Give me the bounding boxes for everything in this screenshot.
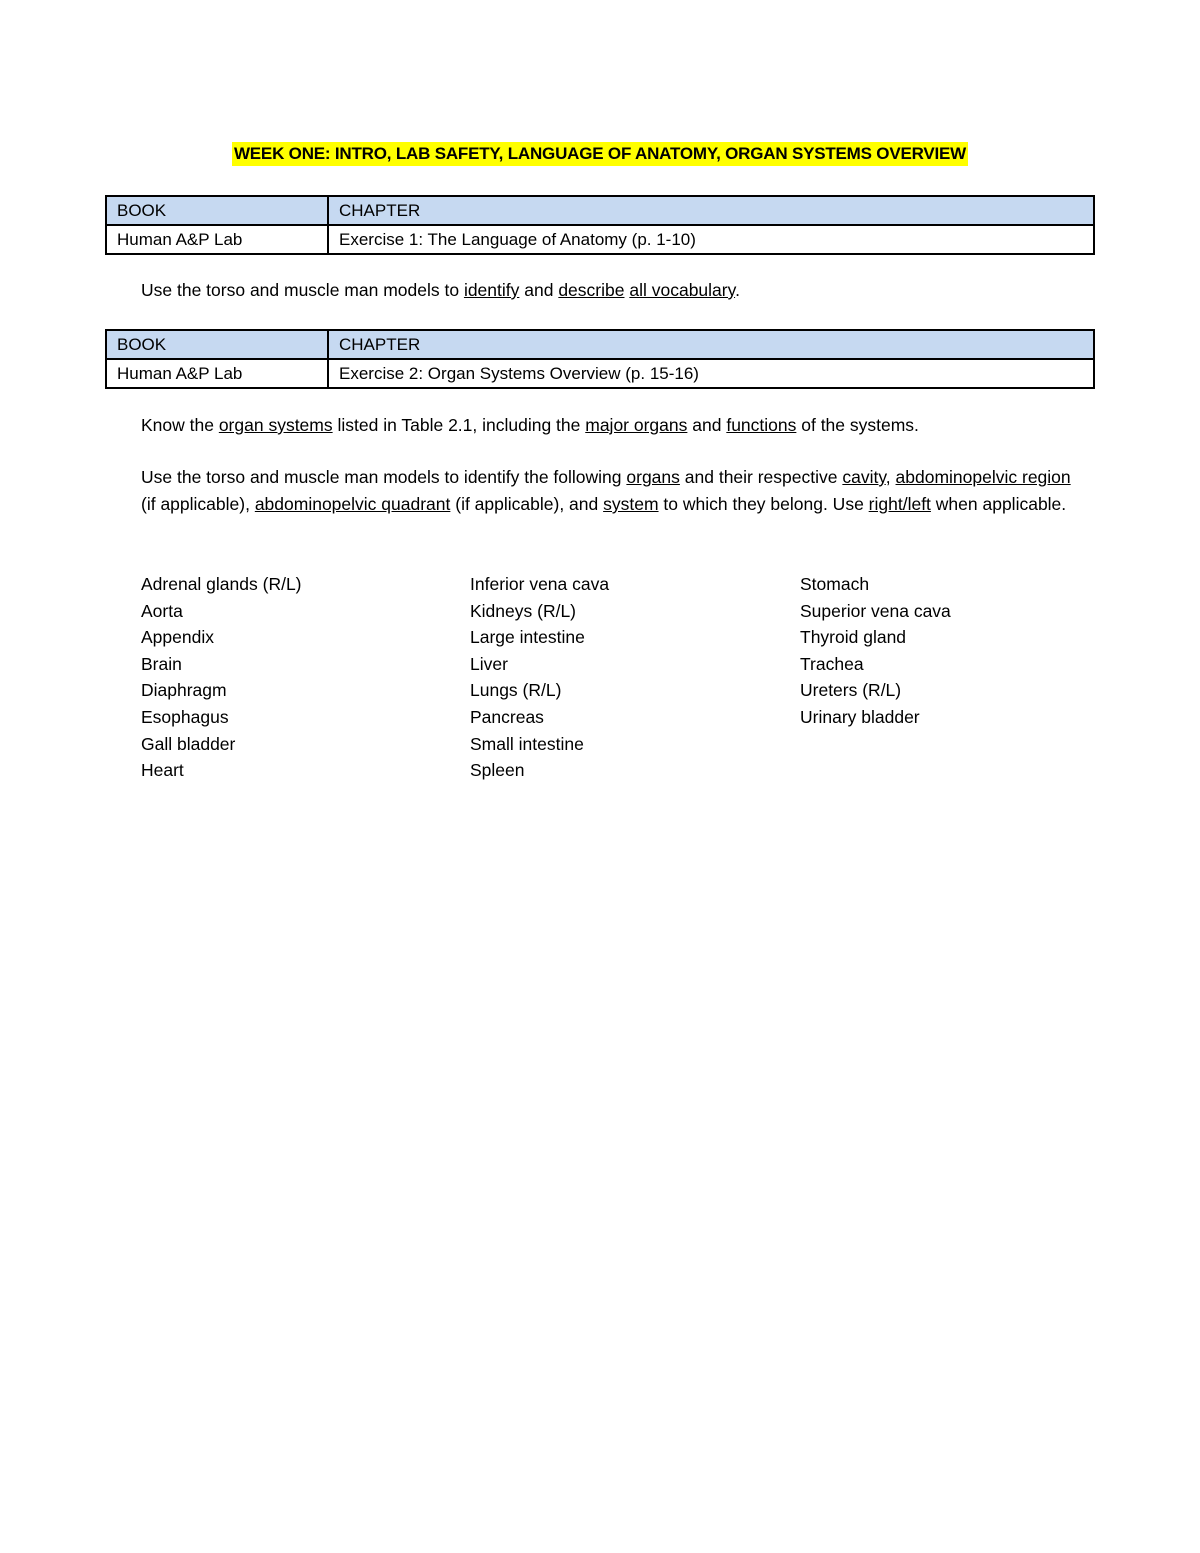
text-segment: Know the — [141, 415, 219, 435]
list-item: Large intestine — [470, 627, 585, 648]
cell-book: Human A&P Lab — [106, 225, 328, 254]
text-segment: (if applicable), and — [450, 494, 604, 514]
underlined-term: functions — [726, 415, 797, 435]
chapter-table-2 — [105, 329, 1095, 389]
list-item: Ureters (R/L) — [800, 680, 902, 701]
instruction-paragraph-3 — [141, 464, 1076, 518]
list-item: Small intestine — [470, 733, 584, 754]
underlined-term: describe — [558, 280, 625, 300]
underlined-term: system — [603, 494, 659, 514]
underlined-term: major organs — [585, 415, 688, 435]
organ-list-column-3 — [800, 571, 951, 731]
list-item: Liver — [470, 653, 508, 674]
text-segment: listed in Table 2.1, including the — [332, 415, 586, 435]
organ-list-column-1 — [141, 571, 302, 784]
organ-list-column-2 — [470, 571, 609, 784]
table-row — [106, 359, 1094, 388]
text-segment: Use the torso and muscle man models to — [141, 280, 464, 300]
list-item: Kidneys (R/L) — [470, 600, 577, 621]
underlined-term: cavity — [842, 467, 886, 487]
list-item: Spleen — [470, 760, 525, 781]
text-segment: when applicable. — [930, 494, 1067, 514]
list-item: Gall bladder — [141, 733, 236, 754]
header-chapter: CHAPTER — [328, 330, 1094, 359]
list-item: Adrenal glands (R/L) — [141, 574, 302, 594]
underlined-term: right/left — [868, 494, 931, 514]
underlined-term: identify — [463, 280, 520, 300]
list-item: Inferior vena cava — [470, 574, 610, 594]
list-item: Appendix — [141, 627, 214, 648]
cell-chapter: Exercise 1: The Language of Anatomy (p. 1-10) — [328, 225, 1094, 254]
text-segment: (if applicable), — [141, 494, 255, 514]
list-item: Urinary bladder — [800, 706, 920, 727]
header-chapter: CHAPTER — [328, 196, 1094, 225]
table-header-row — [106, 196, 1094, 225]
text-segment: to which they belong. Use — [658, 494, 869, 514]
text-segment: of the systems. — [796, 415, 919, 435]
header-book: BOOK — [106, 330, 328, 359]
list-item: Trachea — [800, 653, 864, 674]
list-item: Stomach — [800, 574, 870, 594]
header-book: BOOK — [106, 196, 328, 225]
list-item: Thyroid gland — [800, 627, 907, 648]
text-segment: and their respective — [679, 467, 843, 487]
text-segment: and — [519, 280, 559, 300]
table-row — [106, 225, 1094, 254]
cell-chapter: Exercise 2: Organ Systems Overview (p. 15-16) — [328, 359, 1094, 388]
list-item: Brain — [141, 653, 182, 674]
underlined-term: abdominopelvic region — [895, 467, 1071, 487]
text-segment: , — [885, 467, 896, 487]
text-segment: . — [735, 280, 740, 300]
instruction-paragraph-1 — [141, 277, 1076, 304]
text-segment: and — [687, 415, 727, 435]
list-item: Esophagus — [141, 706, 229, 727]
text-segment: Use the torso and muscle man models to identify the following — [141, 467, 627, 487]
list-item: Diaphragm — [141, 680, 227, 701]
title-container — [0, 142, 1200, 166]
cell-book: Human A&P Lab — [106, 359, 328, 388]
page-title: WEEK ONE: INTRO, LAB SAFETY, LANGUAGE OF ANATOMY, ORGAN SYSTEMS OVERVIEW — [232, 142, 968, 166]
list-item: Superior vena cava — [800, 600, 951, 621]
instruction-paragraph-2 — [141, 412, 1076, 439]
underlined-term: abdominopelvic quadrant — [254, 494, 451, 514]
chapter-table-1 — [105, 195, 1095, 255]
underlined-term: all vocabulary — [629, 280, 736, 300]
list-item: Lungs (R/L) — [470, 680, 562, 701]
table-header-row — [106, 330, 1094, 359]
underlined-term: organs — [626, 467, 680, 487]
list-item: Heart — [141, 760, 184, 781]
list-item: Pancreas — [470, 706, 544, 727]
list-item: Aorta — [141, 600, 183, 621]
underlined-term: organ systems — [218, 415, 333, 435]
